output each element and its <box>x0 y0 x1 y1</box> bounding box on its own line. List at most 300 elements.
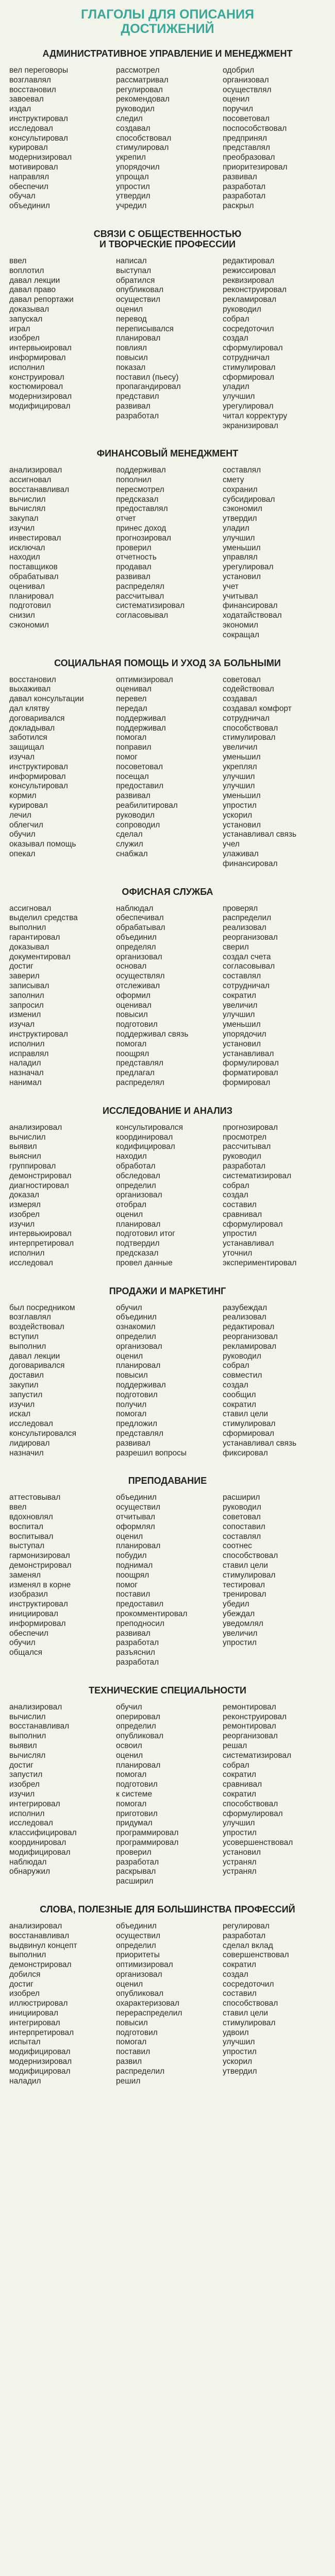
verb-item: реализовал <box>223 1313 266 1322</box>
verb-item: одобрил <box>223 66 255 75</box>
verb-item: расширил <box>116 1877 154 1886</box>
verb-item: вычислял <box>9 504 46 514</box>
verb-item: объединил <box>9 201 50 211</box>
verb-item: добился <box>9 1970 41 1979</box>
verb-item: ставил цели <box>223 1561 269 1570</box>
section-title <box>9 658 326 668</box>
verb-item: устанавливал <box>223 1239 274 1248</box>
verb-item: советовал <box>223 675 261 684</box>
word-column <box>116 1123 219 1268</box>
verb-item: удвоил <box>223 2028 249 2037</box>
verb-item: доставил <box>9 1371 44 1380</box>
verb-item: определял <box>116 942 156 952</box>
verb-item: выступал <box>9 1541 45 1551</box>
word-columns <box>9 66 326 211</box>
verb-item: оформлял <box>116 1522 155 1531</box>
verb-item: собрал <box>223 1760 249 1770</box>
verb-item: инвестировал <box>9 533 61 543</box>
verb-item: урегулировал <box>223 563 274 572</box>
verb-item: определил <box>116 1332 156 1342</box>
verb-item: уменьшил <box>223 1020 261 1029</box>
verb-item: поддерживал <box>116 714 166 723</box>
verb-item: выхаживал <box>9 685 51 694</box>
verb-item: изменял в корне <box>9 1580 71 1589</box>
verb-item: реконструировал <box>223 285 287 295</box>
verb-item: костюмировал <box>9 382 63 392</box>
verb-item: тестировал <box>223 1580 265 1589</box>
section-title-line: ИССЛЕДОВАНИЕ И АНАЛИЗ <box>103 1105 232 1116</box>
verb-item: разработал <box>223 1161 266 1171</box>
verb-item: облегчил <box>9 820 43 829</box>
verb-item: обрабатывал <box>116 923 165 933</box>
verb-item: подготовил <box>116 1780 158 1789</box>
verb-item: редактировал <box>223 256 275 265</box>
verb-item: закупал <box>9 514 39 523</box>
verb-item: разработал <box>116 1657 159 1667</box>
verb-item: консультировал <box>9 782 68 791</box>
verb-item: собрал <box>223 314 249 324</box>
verb-item: выполнил <box>9 1951 46 1960</box>
verb-item: анализировал <box>9 1702 62 1711</box>
verb-item: информировал <box>9 772 66 781</box>
verb-item: экспериментировал <box>223 1258 297 1267</box>
verb-item: сравнивал <box>223 1210 262 1219</box>
section-title <box>9 1685 326 1696</box>
verb-item: улучшил <box>223 772 255 781</box>
verb-item: составил <box>223 1989 257 1998</box>
verb-item: предсказал <box>116 495 159 504</box>
verb-item: восстанавливал <box>9 1931 70 1940</box>
verb-item: сократил <box>223 1400 257 1409</box>
verb-item: обнаружил <box>9 1867 51 1876</box>
verb-item: совместил <box>223 1371 262 1380</box>
verb-item: направлял <box>9 172 49 181</box>
verb-item: регулировал <box>116 85 163 94</box>
section <box>9 229 326 431</box>
verb-item: обучил <box>9 830 36 839</box>
verb-item: представлял <box>116 1429 163 1438</box>
verb-item: анализировал <box>9 1921 62 1930</box>
verb-item: решал <box>223 1741 247 1750</box>
verb-item: сосредоточил <box>223 1979 274 1989</box>
verb-item: воспитал <box>9 1522 44 1531</box>
word-column <box>223 66 326 211</box>
verb-item: помогал <box>116 1799 147 1808</box>
verb-item: оценивал <box>9 582 45 591</box>
section-title-line: СЛОВА, ПОЛЕЗНЫЕ ДЛЯ БОЛЬШИНСТВА ПРОФЕССИЙ <box>40 1904 295 1914</box>
verb-item: запросил <box>9 1001 44 1010</box>
verb-item: выяснил <box>9 1152 41 1161</box>
verb-item: заверил <box>9 972 40 981</box>
verb-item: поставил <box>116 2047 150 2057</box>
verb-item: улучшил <box>223 392 255 401</box>
verb-item: стимулировал <box>223 2018 276 2027</box>
section-title <box>9 1476 326 1486</box>
verb-item: координировал <box>9 1838 66 1847</box>
verb-item: определил <box>116 1941 156 1950</box>
verb-item: восстанавливал <box>9 1722 70 1731</box>
section <box>9 658 326 869</box>
verb-item: выполнил <box>9 923 46 933</box>
verb-item: модифицировал <box>9 1848 71 1857</box>
verb-item: создал <box>223 1970 248 1979</box>
verb-item: классифицировал <box>9 1828 77 1838</box>
verb-item: достиг <box>9 1760 34 1770</box>
verb-item: закупил <box>9 1381 39 1390</box>
verb-item: выполнил <box>9 1342 46 1351</box>
verb-item: укреплял <box>223 762 257 771</box>
verb-item: подготовил <box>116 1020 158 1029</box>
verb-item: снизил <box>9 611 35 620</box>
verb-item: искал <box>9 1410 31 1419</box>
verb-item: утвердил <box>116 192 150 201</box>
verb-item: поощрял <box>116 1049 149 1058</box>
verb-item: оптимизировал <box>116 1960 173 1970</box>
verb-item: подготовил <box>116 2028 158 2037</box>
verb-item: режиссировал <box>223 266 276 275</box>
verb-item: приоритеты <box>116 1951 160 1960</box>
verb-item: рекомендовал <box>116 95 170 104</box>
verb-item: демонстрировал <box>9 1171 72 1180</box>
section-title <box>9 1286 326 1296</box>
verb-item: доказывал <box>9 304 49 314</box>
page-title-line: ГЛАГОЛЫ ДЛЯ ОПИСАНИЯ <box>81 7 254 22</box>
verb-item: советовал <box>223 1513 261 1522</box>
verb-item: совершенствовал <box>223 1951 289 1960</box>
verb-item: поставил <box>116 1590 150 1599</box>
verb-item: преподносил <box>116 1619 164 1628</box>
verb-item: реквизировал <box>223 276 274 285</box>
verb-item: достиг <box>9 962 34 971</box>
verb-item: заменял <box>9 1570 41 1580</box>
verb-item: выполнил <box>9 1732 46 1741</box>
verb-item: создавал комфорт <box>223 704 292 714</box>
verb-item: утвердил <box>223 2066 257 2076</box>
verb-item: руководил <box>223 304 261 314</box>
verb-item: показал <box>116 363 146 372</box>
verb-item: оценивал <box>116 1001 152 1010</box>
verb-item: вычислил <box>9 1712 46 1721</box>
verb-item: осуществил <box>116 295 161 304</box>
verb-item: способствовал <box>116 133 172 143</box>
verb-item: координировал <box>116 1132 173 1142</box>
verb-item: стимулировал <box>223 733 276 742</box>
verb-item: помогал <box>116 2038 147 2047</box>
word-columns <box>9 466 326 640</box>
verb-item: изобрел <box>9 1989 40 1998</box>
verb-item: демонстрировал <box>9 1960 72 1970</box>
verb-item: подтвердил <box>116 1239 160 1248</box>
verb-item: повысил <box>116 1010 148 1020</box>
verb-item: распределял <box>116 1078 164 1087</box>
verb-item: доказал <box>9 1191 40 1200</box>
verb-item: аттестовывал <box>9 1493 61 1502</box>
verb-item: сверил <box>223 942 249 952</box>
verb-item: выявил <box>9 1741 37 1750</box>
section-title-line: АДМИНИСТРАТИВНОЕ УПРАВЛЕНИЕ И МЕНЕДЖМЕНТ <box>42 48 293 59</box>
verb-item: улучшил <box>223 2038 255 2047</box>
verb-item: организовал <box>116 1342 162 1351</box>
verb-item: отчет <box>116 514 136 523</box>
verb-item: планировал <box>116 1361 161 1370</box>
verb-item: поддерживал <box>116 1381 166 1390</box>
verb-item: разработал <box>116 1638 159 1648</box>
verb-item: осуществлял <box>223 85 272 94</box>
verb-item: инструктировал <box>9 762 68 771</box>
verb-item: преобразовал <box>223 153 275 162</box>
verb-item: создавал <box>116 124 150 133</box>
page-title <box>9 7 326 36</box>
verb-item: подготовил <box>116 1390 158 1399</box>
verb-item: ремонтировал <box>223 1722 276 1731</box>
verb-item: сократил <box>223 991 257 1000</box>
verb-item: повысил <box>116 353 148 362</box>
verb-item: сократил <box>223 1960 257 1970</box>
verb-item: уменьшил <box>223 753 261 762</box>
section-title-line: СОЦИАЛЬНАЯ ПОМОЩЬ И УХОД ЗА БОЛЬНЫМИ <box>54 657 281 668</box>
verb-item: заботился <box>9 733 47 742</box>
word-column <box>9 1703 112 1887</box>
verb-item: сотрудничал <box>223 981 270 990</box>
verb-item: упростил <box>223 1229 257 1239</box>
verb-item: выдвинул концепт <box>9 1941 77 1950</box>
verb-item: планировал <box>116 1760 161 1770</box>
verb-item: руководил <box>116 105 155 114</box>
verb-item: помогал <box>116 1410 147 1419</box>
verb-item: руководил <box>223 1152 261 1161</box>
verb-item: восстанавливал <box>9 485 70 494</box>
verb-item: устанавливал связь <box>223 830 297 839</box>
section-title-line: И ТВОРЧЕСКИЕ ПРОФЕССИИ <box>99 239 236 249</box>
section-title-line: СВЯЗИ С ОБЩЕСТВЕННОСТЬЮ <box>93 228 242 239</box>
verb-item: систематизировал <box>223 1171 292 1180</box>
verb-item: создал счета <box>223 952 271 961</box>
verb-item: поддерживал <box>116 723 166 733</box>
section-title <box>9 1106 326 1116</box>
verb-item: запустил <box>9 1770 43 1780</box>
verb-item: давал лекции <box>9 1351 60 1361</box>
verb-item: консультировал <box>9 133 68 143</box>
verb-item: изучил <box>9 1400 35 1409</box>
verb-item: упорядочил <box>116 162 160 172</box>
verb-item: поспособствовал <box>223 124 287 133</box>
verb-item: воздействовал <box>9 1323 64 1332</box>
verb-item: упростил <box>223 2047 257 2057</box>
verb-item: организовал <box>116 1970 162 1979</box>
section <box>9 1685 326 1887</box>
verb-item: уменьшил <box>223 543 261 552</box>
verb-item: учитывал <box>223 591 258 601</box>
word-column <box>9 1303 112 1459</box>
verb-item: формировал <box>223 1078 271 1087</box>
verb-item: учел <box>223 840 240 849</box>
verb-item: распределил <box>223 913 272 923</box>
verb-item: освоил <box>116 1741 142 1750</box>
verb-item: развивал <box>116 791 150 801</box>
verb-item: устранял <box>223 1857 257 1867</box>
verb-item: посещал <box>116 772 149 781</box>
verb-item: консультировался <box>116 1123 183 1132</box>
verb-item: уладил <box>223 524 249 533</box>
verb-item: собрал <box>223 1361 249 1370</box>
word-column <box>116 466 219 640</box>
verb-item: служил <box>116 840 143 849</box>
verb-item: воспитывал <box>9 1532 54 1541</box>
verb-item: перевел <box>116 694 147 704</box>
word-column <box>116 1703 219 1887</box>
verb-item: поднимал <box>116 1561 153 1570</box>
verb-item: укрепил <box>116 153 146 162</box>
verb-item: фиксировал <box>223 1448 268 1458</box>
verb-item: систематизировал <box>223 1751 292 1760</box>
verb-item: рассматривал <box>116 75 169 84</box>
verb-item: упорядочил <box>223 1029 266 1039</box>
verb-item: кодифицировал <box>116 1142 175 1151</box>
verb-item: выступал <box>116 266 152 275</box>
verb-item: ускорил <box>223 2057 253 2066</box>
section-title <box>9 448 326 459</box>
verb-item: устранял <box>223 1867 257 1876</box>
verb-item: исполнил <box>9 1249 45 1258</box>
verb-item: наладил <box>9 2076 41 2086</box>
verb-item: ставил цели <box>223 2009 269 2018</box>
verb-item: интервьюировал <box>9 344 72 353</box>
verb-item: интегрировал <box>9 2018 60 2027</box>
verb-item: стимулировал <box>223 1570 276 1580</box>
verb-item: исключал <box>9 543 45 552</box>
verb-item: отобрал <box>116 1200 146 1210</box>
verb-item: способствовал <box>223 1799 278 1808</box>
verb-item: сформировал <box>223 372 275 382</box>
verb-item: ассигновал <box>9 904 52 913</box>
verb-item: гармонизировал <box>9 1551 70 1561</box>
verb-item: ремонтировал <box>223 1702 276 1711</box>
verb-item: сотрудничал <box>223 353 270 362</box>
verb-item: читал корректуру <box>223 411 288 420</box>
verb-item: разубеждал <box>223 1303 267 1312</box>
verb-item: снабжал <box>116 849 148 858</box>
verb-item: рассмотрел <box>116 66 160 75</box>
verb-item: развил <box>116 2057 142 2066</box>
section-title <box>9 887 326 897</box>
verb-item: оказывал помощь <box>9 840 76 849</box>
verb-item: оценил <box>223 95 250 104</box>
verb-item: инициировал <box>9 2009 59 2018</box>
verb-item: предоставлял <box>116 504 168 514</box>
verb-item: выделил средства <box>9 913 78 923</box>
verb-item: исполнил <box>9 1039 45 1048</box>
verb-item: сделал вклад <box>223 1941 273 1950</box>
verb-item: поддерживал <box>116 466 166 475</box>
verb-item: опубликовал <box>116 1989 164 1998</box>
word-columns <box>9 1493 326 1667</box>
verb-item: находил <box>9 553 40 562</box>
verb-item: посоветовал <box>223 114 270 123</box>
page-title-line: ДОСТИЖЕНИЙ <box>121 22 214 36</box>
verb-item: предсказал <box>116 1249 159 1258</box>
verb-item: пропагандировал <box>116 382 181 392</box>
verb-item: стимулировал <box>223 1419 276 1429</box>
verb-item: договаривался <box>9 714 65 723</box>
verb-item: консультировался <box>9 1429 77 1438</box>
verb-item: сокращал <box>223 630 259 639</box>
verb-item: модифицировал <box>9 2047 71 2057</box>
verb-item: сформулировал <box>223 1809 283 1818</box>
verb-item: редактировал <box>223 1323 275 1332</box>
verb-item: способствовал <box>223 1551 278 1561</box>
verb-item: определил <box>116 1181 156 1190</box>
verb-item: отчетность <box>116 553 157 562</box>
verb-item: упростил <box>223 801 257 810</box>
verb-item: убеждал <box>223 1609 255 1618</box>
verb-item: поощрял <box>116 1570 149 1580</box>
verb-item: передал <box>116 704 147 714</box>
verb-item: помогал <box>116 1039 147 1048</box>
word-columns <box>9 257 326 431</box>
verb-item: разработал <box>223 1931 266 1940</box>
verb-item: субсидировал <box>223 495 275 504</box>
section <box>9 48 326 211</box>
verb-item: информировал <box>9 1619 66 1628</box>
verb-item: приоритезировал <box>223 162 288 172</box>
verb-item: договаривался <box>9 1361 65 1370</box>
verb-item: интерпретировал <box>9 2028 74 2037</box>
verb-item: гарантировал <box>9 933 60 942</box>
verb-item: прогнозировал <box>223 1123 278 1132</box>
verb-item: экономил <box>223 621 259 630</box>
verb-item: усовершенствовал <box>223 1838 293 1847</box>
verb-item: инициировал <box>9 1609 59 1618</box>
verb-item: получил <box>116 1400 147 1409</box>
verb-item: основал <box>116 962 147 971</box>
verb-item: исследовал <box>9 1258 53 1267</box>
word-column <box>9 904 112 1088</box>
verb-item: прокомментировал <box>116 1609 188 1618</box>
section <box>9 887 326 1088</box>
verb-item: планировал <box>116 1541 161 1551</box>
verb-item: распределял <box>116 582 164 591</box>
verb-item: управлял <box>223 553 258 562</box>
verb-item: лидировал <box>9 1438 50 1448</box>
verb-item: анализировал <box>9 466 62 475</box>
sections-container <box>9 48 326 2086</box>
verb-item: обработал <box>116 1161 156 1171</box>
verb-item: исследовал <box>9 1419 53 1429</box>
verb-item: улучшил <box>223 782 255 791</box>
verb-item: пересмотрел <box>116 485 164 494</box>
verb-item: осуществил <box>116 1931 161 1940</box>
verb-item: раскрывал <box>116 1867 156 1876</box>
verb-item: подготовил <box>9 601 51 611</box>
verb-item: планировал <box>116 334 161 343</box>
section <box>9 1476 326 1667</box>
verb-item: проверил <box>116 543 152 552</box>
verb-item: ввел <box>9 256 27 265</box>
verb-item: играл <box>9 324 30 333</box>
verb-item: реконструировал <box>223 1712 287 1721</box>
section <box>9 448 326 640</box>
verb-item: рекламировал <box>223 1342 277 1351</box>
verb-item: интервьюировал <box>9 1229 72 1239</box>
verb-item: сосредоточил <box>223 324 274 333</box>
verb-item: испытал <box>9 2038 41 2047</box>
verb-item: разработал <box>223 192 266 201</box>
section <box>9 1106 326 1268</box>
verb-item: предоставил <box>116 782 164 791</box>
verb-item: реорганизовал <box>223 1332 278 1342</box>
verb-item: восстановил <box>9 85 56 94</box>
verb-item: оценил <box>116 1751 143 1760</box>
